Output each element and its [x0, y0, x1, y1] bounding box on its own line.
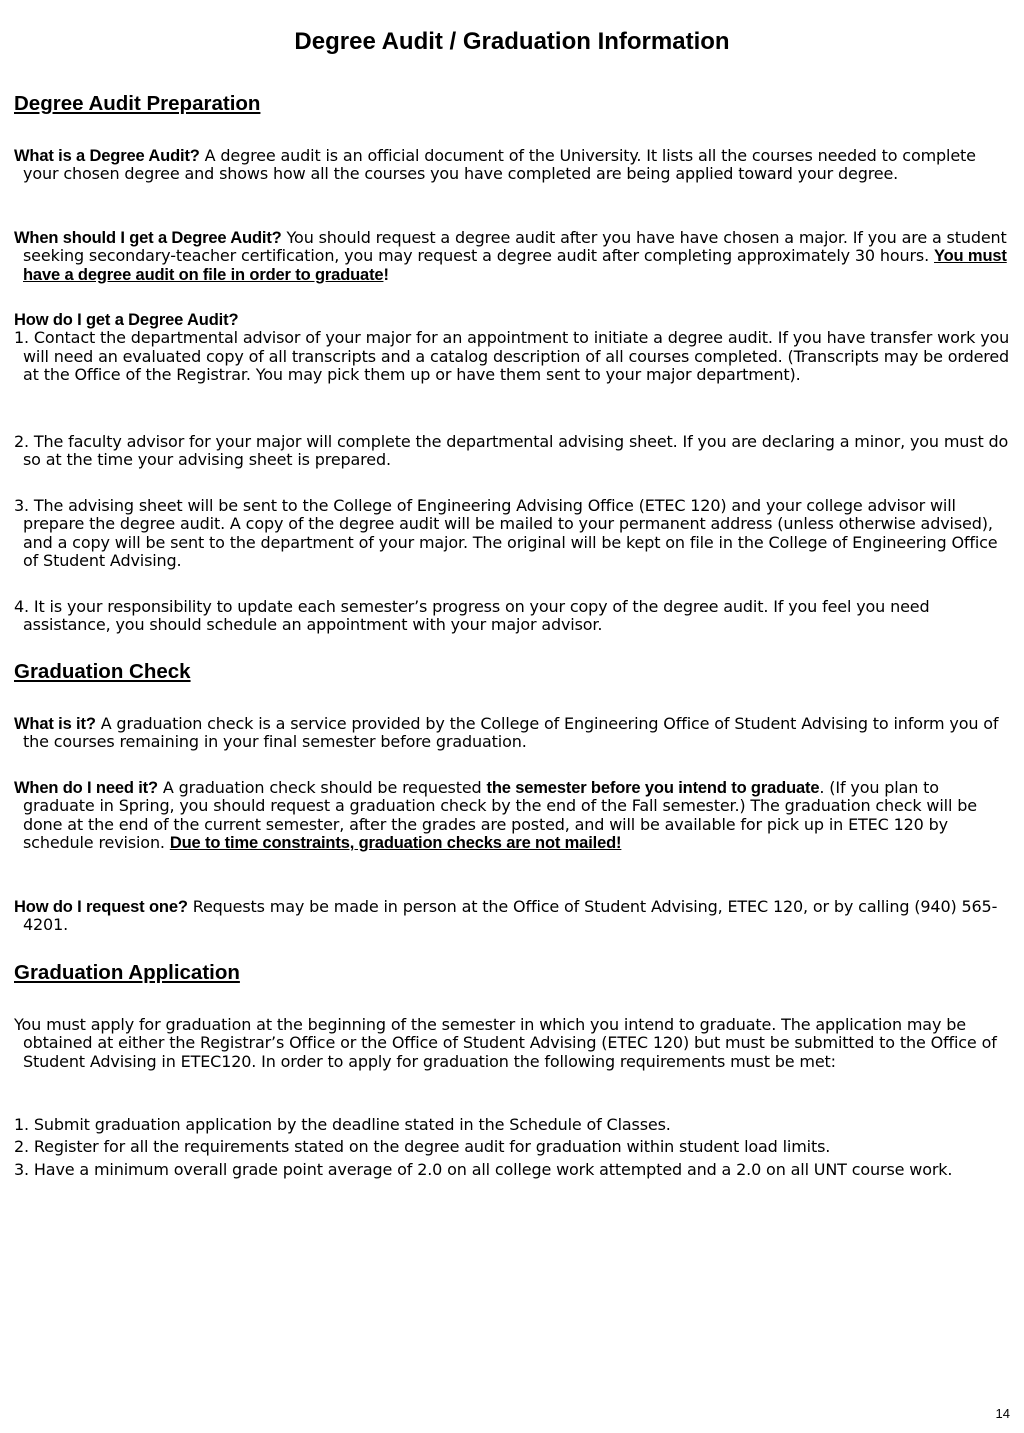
question-label: How do I get a Degree Audit?	[14, 311, 239, 329]
section-heading-graduation-application: Graduation Application	[14, 961, 240, 984]
section-heading-degree-audit-preparation: Degree Audit Preparation	[14, 92, 261, 115]
page-title: Degree Audit / Graduation Information	[294, 28, 730, 55]
paragraph-when-need-it	[14, 779, 1010, 852]
list-item: 1. Submit graduation application by the deadline stated in the Schedule of Classes.	[14, 1115, 671, 1134]
answer-text: A graduation check is a service provided by the College of Engineering Office of Student Advising to inform you of the courses remaining in your final semester before graduation.	[23, 714, 999, 752]
paragraph-how-get-degree-audit	[14, 311, 1010, 384]
question-label: What is a Degree Audit?	[14, 147, 200, 165]
list-item-text: 2. The faculty advisor for your major will complete the departmental advising sheet. If you are declaring a minor, you must do so at the time your advising sheet is prepared.	[14, 432, 1009, 470]
answer-text: Requests may be made in person at the Office of Student Advising, ETEC 120, or by calling (940) 565-4201.	[23, 897, 998, 935]
question-label: When should I get a Degree Audit?	[14, 229, 282, 247]
emphasis-text: You must have a degree audit on file in order to graduate	[23, 247, 1007, 284]
paragraph-what-is-degree-audit	[14, 147, 1010, 184]
answer-text-continued: . (If you plan to graduate in Spring, you should request a graduation check by the end of the Fall semester.) The graduation check will be done at the end of the current semester, after the grades are posted, and will be available for pick up in ETEC 120 by schedule revision.	[23, 778, 977, 852]
paragraph-application-intro	[14, 1016, 1010, 1071]
list-item	[14, 497, 1010, 570]
list-item-text: 4. It is your responsibility to update each semester’s progress on your copy of the degree audit. If you feel you need assistance, you should schedule an appointment with your major advisor.	[14, 597, 930, 635]
emphasis-text: Due to time constraints, graduation checks are not mailed!	[169, 833, 622, 852]
list-item-text: 3. The advising sheet will be sent to the College of Engineering Advising Office (ETEC 120) and your college advisor will prepare the degree audit. A copy of the degree audit will be mailed to your permanent address (unless otherwise advised), and a copy will be sent to the department of your major. The original will be kept on file in the College of Engineering Office of Student Advising.	[14, 496, 998, 570]
answer-end: !	[383, 265, 389, 284]
page-number: 14	[995, 1406, 1010, 1421]
question-label: What is it?	[14, 715, 96, 733]
question-label: How do I request one?	[14, 898, 188, 916]
answer-text: A degree audit is an official document of the University. It lists all the courses needed to complete your chosen degree and shows how all the courses you have completed are being applied toward your degree.	[23, 146, 976, 184]
answer-text: A graduation check should be requested	[157, 778, 487, 797]
intro-text: You must apply for graduation at the beginning of the semester in which you intend to graduate. The application may be obtained at either the Registrar’s Office or the Office of Student Advising (ETEC 120) but must be submitted to the Office of Student Advising in ETEC120. In order to apply for graduation the following requirements must be met:	[14, 1015, 997, 1071]
list-item: 2. Register for all the requirements stated on the degree audit for graduation within student load limits.	[14, 1137, 831, 1157]
list-item: 3. Have a minimum overall grade point average of 2.0 on all college work attempted and a 2.0 on all UNT course work.	[14, 1159, 953, 1179]
paragraph-when-get-degree-audit	[14, 229, 1010, 284]
answer-text: You should request a degree audit after you have have chosen a major. If you are a student seeking secondary-teacher certification, you may request a degree audit after completing approximately 30 hours.	[23, 228, 1007, 266]
list-item	[14, 433, 1010, 470]
question-label: When do I need it?	[14, 779, 158, 797]
bold-text: the semester before you intend to graduate	[486, 779, 820, 797]
section-heading-graduation-check: Graduation Check	[14, 660, 191, 683]
list-item	[14, 598, 1010, 635]
paragraph-how-request	[14, 898, 1010, 935]
list-item: 1. Contact the departmental advisor of your major for an appointment to initiate a degree audit. If you have transfer work you will need an evaluated copy of all transcripts and a catalog description of all courses completed. (Transcripts may be ordered at the Office of the Registrar. You may pick them up or have them sent to your major department).	[14, 328, 1010, 384]
paragraph-what-is-it	[14, 715, 1010, 752]
requirements-list	[14, 1116, 1010, 1179]
